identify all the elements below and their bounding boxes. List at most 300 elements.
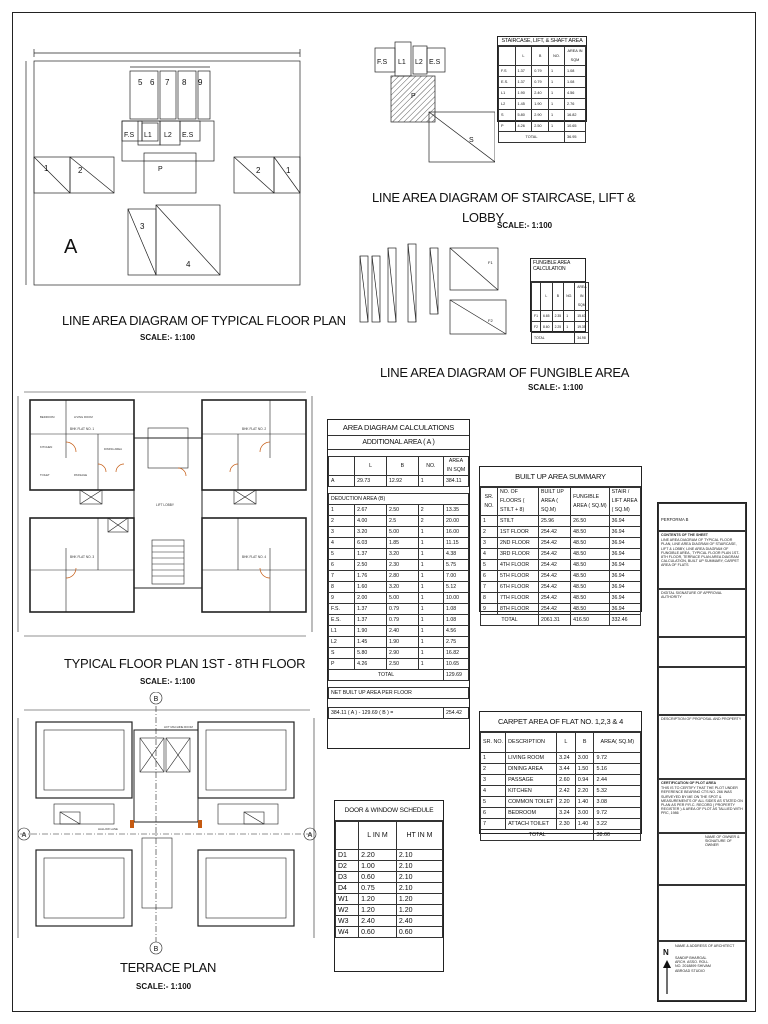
area-calc-cell: 16.82: [444, 648, 469, 659]
typical-label-es: E.S: [182, 132, 194, 139]
title-block-architect-cell: [658, 941, 746, 1001]
carpet-cell: 2.30: [557, 819, 576, 830]
built-up-cell: 36.94: [609, 560, 640, 571]
area-calc-cell: E.S.: [329, 615, 355, 626]
carpet-header-row: [481, 733, 641, 753]
carpet-cell: 1.50: [575, 764, 594, 775]
area-net-value: 254.42: [444, 708, 469, 719]
door-window-cell: 1.00: [359, 861, 397, 872]
built-up-row: [481, 593, 641, 604]
area-calc-cell: 4.56: [444, 626, 469, 637]
title-block-description-label: DESCRIPTION OF PROPOSAL AND PROPERTY: [661, 717, 742, 721]
fungible-table-grid: [531, 282, 589, 344]
area-calc-cell: 0.79: [386, 604, 418, 615]
area-calc-cell: 2.67: [355, 505, 387, 516]
area-calc-net-row: [329, 708, 469, 719]
door-window-cell: 2.10: [396, 872, 442, 883]
door-window-grid: [335, 821, 443, 938]
title-block-contents-label: CONTENTS OF THE SHEET: [661, 533, 708, 537]
stair-table-cell: 1: [549, 88, 565, 99]
stair-table-cell: 1.08: [565, 66, 586, 77]
stair-table-cell: 2.76: [565, 99, 586, 110]
stair-table-cell: 2.50: [532, 121, 549, 132]
door-window-cell: 0.60: [396, 927, 442, 938]
door-window-row: [336, 894, 443, 905]
door-window-cell: 2.20: [359, 850, 397, 861]
area-calc-cell: 10.65: [444, 659, 469, 670]
built-up-cell: 36.94: [609, 571, 640, 582]
fungible-label-f2: F2: [488, 318, 493, 323]
typical-label-p: P: [158, 166, 163, 173]
stair-table-cell: 16.82: [565, 110, 586, 121]
carpet-cell: 3.24: [557, 753, 576, 764]
door-window-cell: D2: [336, 861, 359, 872]
carpet-cell: 2.20: [575, 786, 594, 797]
built-up-cell: 36.94: [609, 516, 640, 527]
built-up-cell: 5TH FLOOR: [498, 571, 539, 582]
built-up-row: [481, 527, 641, 538]
door-window-row: [336, 850, 443, 861]
door-window-cell: W1: [336, 894, 359, 905]
carpet-cell: 3.08: [594, 797, 641, 808]
built-th-1: NO. OF FLOORS ( STILT + 8): [498, 488, 539, 516]
door-window-row: [336, 883, 443, 894]
built-up-cell: 36.94: [609, 527, 640, 538]
floor-plan-scale: SCALE:- 1:100: [140, 677, 196, 686]
carpet-grid: [480, 732, 641, 841]
carpet-th-3: B: [575, 733, 594, 753]
plan-label-flat-2: BHK FLAT NO. 2: [242, 427, 267, 431]
typical-label-l2: L2: [164, 132, 172, 139]
terrace-label-lift-room: LIFT MACHINE ROOM: [164, 725, 193, 729]
built-th-0: SR. NO.: [481, 488, 498, 516]
plan-label-dining-1: DINING AREA: [104, 447, 123, 451]
built-up-cell: 8: [481, 593, 498, 604]
carpet-area-table: [479, 711, 642, 838]
carpet-cell: 1.40: [575, 819, 594, 830]
fungible-th-2: B: [552, 283, 564, 311]
built-up-header-row: [481, 488, 641, 516]
carpet-row: [481, 775, 641, 786]
fungible-total-label: TOTAL: [532, 333, 575, 344]
area-calc-cell: 1.37: [355, 549, 387, 560]
area-calc-cell: 1: [418, 527, 443, 538]
built-up-row: [481, 560, 641, 571]
area-calc-cell: 9: [329, 593, 355, 604]
carpet-cell: 1: [481, 753, 506, 764]
area-calc-cell: 5: [329, 549, 355, 560]
carpet-cell: 3.00: [575, 808, 594, 819]
area-calc-cell: 0.79: [386, 615, 418, 626]
carpet-row: [481, 786, 641, 797]
door-window-cell: 2.10: [396, 883, 442, 894]
built-up-row: [481, 582, 641, 593]
carpet-cell: 0.94: [575, 775, 594, 786]
typical-label-7: 7: [165, 78, 170, 87]
stair-table-cell: 1: [549, 66, 565, 77]
built-up-cell: 254.42: [539, 549, 571, 560]
built-th-3: FUNGIBLE AREA ( SQ.M): [571, 488, 609, 516]
door-window-header-row: [336, 822, 443, 850]
area-calc-cell: 1.37: [355, 615, 387, 626]
built-total-2: 332.46: [609, 615, 640, 626]
area-calc-cell: 1: [418, 615, 443, 626]
plan-label-passage-1: PASSAGE: [74, 473, 88, 477]
fungible-table-cell: 1: [564, 322, 575, 333]
area-calc-cell: S: [329, 648, 355, 659]
fungible-th-4: AREA IN SQM: [575, 283, 589, 311]
area-calc-cell: 2: [418, 516, 443, 527]
fungible-table-row: [532, 311, 589, 322]
north-arrow-icon: [662, 960, 672, 994]
plan-label-kitchen-1: KITCHEN: [40, 445, 53, 449]
area-calc-row: [329, 538, 469, 549]
stair-table-cell: 5.80: [515, 110, 532, 121]
door-window-title: DOOR & WINDOW SCHEDULE: [335, 801, 443, 821]
fungible-table-cell: F2: [532, 322, 541, 333]
title-block-contents-text: LINE AREA DIAGRAM OF TYPICAL FLOOR PLAN, LINE AREA DIAGRAM OF STAIRCASE, LIFT & LOBBY, LINE AREA DIAGRAM OF FUNGIBLE AREA , TYPICAL FLOOR PLAN 1ST-8TH FLOOR, TERRACE PLAN AREA DIAGRAM CALCULATION, BUILT UP SUMMARY, CARPET AREA OF FLATS: [661, 538, 740, 568]
area-calc-cell: 3: [329, 527, 355, 538]
fungible-th-3: NO.: [564, 283, 575, 311]
door-window-cell: 0.60: [359, 927, 397, 938]
built-up-cell: 254.42: [539, 571, 571, 582]
title-block-certificate-text: THIS IS TO CERTIFY THAT THE PLOT UNDER REFERENCE BEARING CTS NO. 266 WAS SURVEYED BY ME ON THE SPOT & MEASUREMENTS OF ALL SIDES AS STATED ON PLAN AS PER P.R.C. RECORD ( PROPERTY REGISTER ) & AREA OF PLOT AS TALLIED WITH PRC, 1986: [661, 786, 743, 816]
area-calc-cell: 7: [329, 571, 355, 582]
built-up-cell: 36.94: [609, 582, 640, 593]
fungible-table-cell: 1: [564, 311, 575, 322]
carpet-cell: 2.60: [557, 775, 576, 786]
plan-label-living-1: LIVING ROOM: [74, 415, 93, 419]
title-block-form-cell: [658, 503, 746, 531]
built-total-0: 2061.31: [539, 615, 571, 626]
title-block-owner-label: NAME OF OWNER & SIGNATURE OF OWNER: [705, 835, 740, 848]
plan-label-flat-4: BHK FLAT NO. 4: [242, 555, 267, 559]
door-window-row: [336, 861, 443, 872]
built-up-cell: 254.42: [539, 527, 571, 538]
typical-area-title: LINE AREA DIAGRAM OF TYPICAL FLOOR PLAN: [62, 313, 346, 328]
area-calc-cell: 1.76: [355, 571, 387, 582]
area-calc-cell: P: [329, 659, 355, 670]
typical-label-2b: 2: [256, 166, 261, 175]
area-calc-row: [329, 560, 469, 571]
built-up-cell: 48.50: [571, 549, 609, 560]
door-window-body: [336, 850, 443, 938]
area-calc-row: [329, 571, 469, 582]
plan-label-flat-1: BHK FLAT NO. 1: [70, 427, 95, 431]
area-total-value: 129.69: [444, 670, 469, 681]
stair-table-cell: 10.65: [565, 121, 586, 132]
area-calc-cell: 1: [418, 626, 443, 637]
carpet-cell: 4: [481, 786, 506, 797]
title-block-description-cell: [658, 715, 746, 779]
built-up-cell: 254.42: [539, 538, 571, 549]
stair-table-grid: [498, 46, 586, 143]
stair-table-cell: 1.08: [565, 77, 586, 88]
area-calc-cell: L1: [329, 626, 355, 637]
typical-label-1b: 1: [286, 166, 291, 175]
area-calc-cell: 2.30: [386, 560, 418, 571]
stair-table-row: [499, 88, 586, 99]
carpet-row: [481, 808, 641, 819]
area-calc-cell: 1.90: [355, 626, 387, 637]
area-a-4: 384.11: [444, 476, 469, 487]
title-block-certificate-cell: [658, 779, 746, 833]
built-up-cell: 7TH FLOOR: [498, 593, 539, 604]
area-calc-cell: 1: [418, 648, 443, 659]
built-up-cell: 254.42: [539, 604, 571, 615]
door-window-row: [336, 905, 443, 916]
area-calc-cell: 1: [329, 505, 355, 516]
built-up-cell: 36.94: [609, 593, 640, 604]
area-calc-cell: 7.00: [444, 571, 469, 582]
terrace-marker-b-top: B: [153, 696, 159, 703]
area-calc-row: [329, 659, 469, 670]
area-calc-cell: 13.35: [444, 505, 469, 516]
built-up-cell: 48.50: [571, 571, 609, 582]
built-up-cell: 9: [481, 604, 498, 615]
area-calc-row: [329, 549, 469, 560]
carpet-cell: 1.40: [575, 797, 594, 808]
stair-label-es: E.S: [429, 59, 441, 66]
area-calc-row: [329, 626, 469, 637]
stair-lift-shaft-table: [497, 36, 587, 139]
built-up-cell: 36.94: [609, 604, 640, 615]
built-up-cell: 48.50: [571, 538, 609, 549]
carpet-total-label: TOTAL: [481, 830, 594, 841]
area-th-1: L: [355, 457, 387, 476]
area-calc-cell: 6: [329, 560, 355, 571]
carpet-cell: LIVING ROOM: [506, 753, 557, 764]
area-calc-cell: 6.03: [355, 538, 387, 549]
plan-label-flat-3: BHK FLAT NO. 3: [70, 555, 95, 559]
stair-table-body: [499, 66, 586, 132]
area-calc-cell: 1: [418, 637, 443, 648]
built-up-cell: 4: [481, 549, 498, 560]
fungible-table-cell: 6.65: [540, 311, 552, 322]
stair-total-value: 36.95: [565, 132, 586, 143]
built-up-cell: 2ND FLOOR: [498, 538, 539, 549]
built-up-row: [481, 571, 641, 582]
area-calc-body: [329, 505, 469, 670]
area-calc-a-row: [329, 476, 469, 487]
stair-table-cell: P: [499, 121, 516, 132]
stair-table-cell: 1.90: [515, 88, 532, 99]
fungible-table-cell: 2.25: [552, 322, 564, 333]
door-window-cell: 2.10: [396, 850, 442, 861]
stair-table-cell: 1: [549, 77, 565, 88]
carpet-cell: 2.44: [594, 775, 641, 786]
stair-th-1: L: [515, 47, 532, 66]
door-window-cell: 1.20: [359, 905, 397, 916]
carpet-cell: COMMON TOILET: [506, 797, 557, 808]
typical-area-scale: SCALE:- 1:100: [140, 333, 196, 342]
built-up-grid: [480, 487, 641, 626]
dw-th-2: HT IN M: [396, 822, 442, 850]
area-calc-cell: 1.08: [444, 615, 469, 626]
carpet-cell: KITCHEN: [506, 786, 557, 797]
area-calc-grid: [328, 456, 469, 719]
area-calc-cell: L2: [329, 637, 355, 648]
built-up-cell: 3: [481, 538, 498, 549]
carpet-th-1: DESCRIPTION: [506, 733, 557, 753]
built-up-cell: 254.42: [539, 593, 571, 604]
area-calc-row: [329, 516, 469, 527]
area-calc-cell: 1: [418, 604, 443, 615]
stair-label-p: P: [411, 93, 416, 100]
door-window-cell: W3: [336, 916, 359, 927]
stair-table-cell: 1: [549, 99, 565, 110]
area-a-3: 1: [418, 476, 443, 487]
area-calc-header-row: [329, 457, 469, 476]
fungible-table-cell: 19.35: [575, 322, 589, 333]
fungible-table-row: [532, 322, 589, 333]
door-window-cell: W4: [336, 927, 359, 938]
built-up-title: BUILT UP AREA SUMMARY: [480, 467, 641, 487]
built-up-cell: 48.50: [571, 527, 609, 538]
built-up-cell: 254.42: [539, 560, 571, 571]
area-calc-cell: 4.26: [355, 659, 387, 670]
area-calc-cell: 4.38: [444, 549, 469, 560]
carpet-cell: 9.72: [594, 753, 641, 764]
built-up-cell: 8TH FLOOR: [498, 604, 539, 615]
floor-plan-title: TYPICAL FLOOR PLAN 1ST - 8TH FLOOR: [64, 656, 306, 671]
stair-table-total-row: [499, 132, 586, 143]
area-calc-cell: 2.90: [386, 648, 418, 659]
title-block-table-grid: [658, 885, 746, 941]
built-up-cell: 5: [481, 560, 498, 571]
stair-table-cell: 4.26: [515, 121, 532, 132]
area-calc-cell: F.S.: [329, 604, 355, 615]
terrace-marker-a-left: A: [21, 832, 27, 839]
area-calc-row: [329, 648, 469, 659]
area-calc-cell: 4.00: [355, 516, 387, 527]
built-up-row: [481, 516, 641, 527]
typical-label-l1: L1: [144, 132, 152, 139]
carpet-cell: 5.16: [594, 764, 641, 775]
fungible-area-scale: SCALE:- 1:100: [528, 383, 584, 392]
area-calc-total-row: [329, 670, 469, 681]
title-block-certificate-label: CERTIFICATION OF PLOT AREA: [661, 781, 717, 785]
fungible-label-f1: F1: [488, 260, 493, 265]
built-up-cell: 3RD FLOOR: [498, 549, 539, 560]
stair-area-scale: SCALE:- 1:100: [497, 221, 553, 230]
stair-table-row: [499, 99, 586, 110]
stair-lift-line-area-diagram: [365, 36, 495, 176]
title-block-architect-label: NAME & ADDRESS OF ARCHITECT: [675, 944, 735, 948]
title-block-contents-cell: [658, 531, 746, 589]
area-th-4: AREA IN SQM: [444, 457, 469, 476]
area-calc-cell: 1: [418, 571, 443, 582]
carpet-cell: 3.00: [575, 753, 594, 764]
stair-table-cell: E.S.: [499, 77, 516, 88]
built-up-cell: 6: [481, 571, 498, 582]
terrace-plan-drawing: [14, 692, 320, 962]
carpet-title: CARPET AREA OF FLAT NO. 1,2,3 & 4: [480, 712, 641, 732]
fungible-line-area-diagram: [358, 240, 528, 348]
area-a-1: 29.73: [355, 476, 387, 487]
area-calc-cell: 2.00: [355, 593, 387, 604]
built-up-row: [481, 549, 641, 560]
stair-table-cell: 1.37: [515, 66, 532, 77]
built-up-cell: 48.50: [571, 593, 609, 604]
area-calc-deduction-row: [329, 494, 469, 505]
built-up-cell: 26.50: [571, 516, 609, 527]
typical-label-6: 6: [150, 78, 155, 87]
door-window-cell: W2: [336, 905, 359, 916]
fungible-table-cell: 2.35: [552, 311, 564, 322]
terrace-scale: SCALE:- 1:100: [136, 982, 192, 991]
fungible-table-body: [532, 311, 589, 333]
stair-th-4: AREA IN SQM: [565, 47, 586, 66]
stair-table-cell: F.S: [499, 66, 516, 77]
area-calc-cell: 5.00: [386, 593, 418, 604]
stair-th-3: NO.: [549, 47, 565, 66]
area-calc-net-label-row: [329, 688, 469, 699]
area-calc-cell: 2.50: [355, 560, 387, 571]
door-window-cell: 2.10: [396, 861, 442, 872]
area-calc-cell: 2.80: [386, 571, 418, 582]
title-block-approval-cell: [658, 589, 746, 637]
fungible-total-value: 34.98: [575, 333, 589, 344]
typical-label-2: 2: [78, 166, 83, 175]
stair-label-l1: L1: [398, 59, 406, 66]
door-window-row: [336, 916, 443, 927]
built-up-body: [481, 516, 641, 615]
carpet-cell: BEDROOM: [506, 808, 557, 819]
area-calc-cell: 2: [418, 505, 443, 516]
carpet-cell: 2.42: [557, 786, 576, 797]
carpet-body: [481, 753, 641, 830]
fungible-area-title: LINE AREA DIAGRAM OF FUNGIBLE AREA: [380, 365, 630, 380]
carpet-th-0: SR. NO.: [481, 733, 506, 753]
stair-total-label: TOTAL: [499, 132, 565, 143]
typical-floor-line-area-diagram: [18, 45, 318, 315]
title-block: [657, 502, 747, 1002]
built-up-cell: 6TH FLOOR: [498, 582, 539, 593]
built-total-1: 416.50: [571, 615, 609, 626]
stair-table-cell: 1.37: [515, 77, 532, 88]
area-calc-cell: 11.15: [444, 538, 469, 549]
door-window-cell: 2.40: [396, 916, 442, 927]
dw-th-1: L IN M: [359, 822, 397, 850]
carpet-cell: 6: [481, 808, 506, 819]
terrace-marker-a-right: A: [307, 832, 313, 839]
typical-label-1: 1: [44, 164, 49, 173]
area-calc-cell: 3.20: [386, 549, 418, 560]
area-calc-cell: 1.90: [386, 637, 418, 648]
built-up-cell: 2: [481, 527, 498, 538]
built-up-row: [481, 604, 641, 615]
carpet-cell: 2.20: [557, 797, 576, 808]
built-up-cell: 48.50: [571, 582, 609, 593]
area-calc-cell: 5.00: [386, 527, 418, 538]
door-window-cell: D1: [336, 850, 359, 861]
stair-table-row: [499, 121, 586, 132]
area-calc-cell: 3.20: [386, 582, 418, 593]
area-calc-cell: 10.00: [444, 593, 469, 604]
area-calc-cell: 2.5: [386, 516, 418, 527]
typical-label-8: 8: [182, 78, 187, 87]
area-calc-cell: 1.60: [355, 582, 387, 593]
carpet-cell: 5: [481, 797, 506, 808]
carpet-th-2: L: [557, 733, 576, 753]
door-window-cell: 2.40: [359, 916, 397, 927]
fungible-th-0: [532, 283, 541, 311]
stair-area-title-line2: LOBBY: [462, 210, 504, 225]
built-up-area-summary-table: [479, 466, 642, 623]
title-block-architect-text: SANDIP BHARGAL ARCH. ASSO. ROLL NO. 2018899 SHIVAM ABROAD STUDIO: [675, 956, 711, 973]
stair-table-row: [499, 77, 586, 88]
